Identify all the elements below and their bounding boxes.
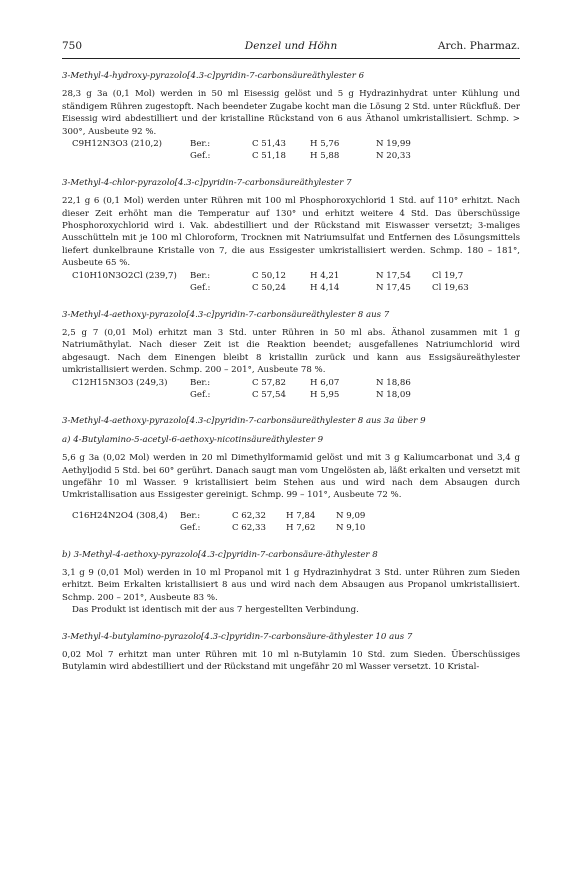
analysis-value: C 62,32 (232, 510, 266, 521)
analysis-value: C 57,54 (252, 389, 286, 400)
analysis-value: H 4,14 (310, 283, 340, 294)
procedure-paragraph: 0,02 Mol 7 erhitzt man unter Rühren mit 10 ml n-Butylamin 10 Std. zum Sieden. Überschüssiges Butylamin wird abdestilliert und der Rückstand mit ungefähr 20 ml Wasser versetzt. 10 Kristal- (62, 650, 520, 673)
compound-title: 3-Methyl-4-aethoxy-pyrazolo[4.3-c]pyridin-7-carbonsäureäthylester 8 aus 7 (62, 309, 390, 320)
analysis-label: Ber.: (190, 139, 211, 150)
analysis-value: N 18,86 (376, 377, 411, 388)
analysis-value: C 57,82 (252, 377, 286, 388)
procedure-paragraph: 3,1 g 9 (0,01 Mol) werden in 10 ml Propanol mit 1 g Hydrazinhydrat 3 Std. unter Rühren zum Sieden erhitzt. Beim Erkalten kristallisiert 8 aus und wird nach dem Absaugen aus Propanol umkristallisiert. Schmp. 200 – 201°, Ausbeute 83 %. (62, 568, 520, 603)
procedure-paragraph: 2,5 g 7 (0,01 Mol) erhitzt man 3 Std. unter Rühren in 50 ml abs. Äthanol zusammen mit 1 g Natriumäthylat. Nach dieser Zeit ist die Reaktion beendet; ausgefallenes Natriumchlorid wird abgesaugt. Nach dem Einengen bleibt 8 kristallin zurück und kann aus Essigsäureäthylester umkristallisiert werden. Schmp. 200 – 201°, Ausbeute 78 %. (62, 327, 520, 376)
compound-title: 3-Methyl-4-butylamino-pyrazolo[4.3-c]pyridin-7-carbonsäure-äthylester 10 aus 7 (62, 631, 413, 642)
analysis-value: H 5,76 (310, 139, 340, 150)
running-authors: Denzel und Höhn (244, 40, 338, 52)
analysis-value: H 7,62 (286, 523, 316, 534)
page-header (62, 40, 520, 54)
formula: C9H12N3O3 (210,2) (72, 139, 163, 150)
formula: C12H15N3O3 (249,3) (72, 377, 168, 388)
compound-title: 3-Methyl-4-chlor-pyrazolo[4.3-c]pyridin-7-carbonsäureäthylester 7 (62, 177, 352, 188)
formula (72, 389, 190, 401)
procedure-paragraph: 22,1 g 6 (0,1 Mol) werden unter Rühren mit 100 ml Phosphoroxychlorid 1 Std. auf 110° erhitzt. Nach dieser Zeit erhöht man die Temperatur auf 130° und erhitzt weitere 4 Std. Das überschüssige Phosphoroxychlorid wird i. Vak. abdestilliert und der Rückstand mit Eiswasser versetzt; 3-maliges Ausschütteln mit je 100 ml Chloroform, Trocknen mit Natriumsulfat und Entfernen des Lösungsmittels liefert dunkelbraune Kristalle von 7, die aus Essigester umkristallisiert werden. Schmp. 180 – 181°, Ausbeute 65 %. (62, 196, 520, 269)
analysis-value: C 51,18 (252, 151, 286, 162)
compound-title: 3-Methyl-4-aethoxy-pyrazolo[4.3-c]pyridin-7-carbonsäureäthylester 8 aus 3a über 9 (62, 416, 426, 427)
procedure-paragraph: 28,3 g 3a (0,1 Mol) werden in 50 ml Eisessig gelöst und 5 g Hydrazinhydrat unter Kühlung und ständigem Rühren zugestopft. Nach beendeter Zugabe kocht man die Lösung 2 Std. unter Rückfluß. Der Eisessig wird abdestilliert und der kristalline Rückstand von 6 aus Äthanol umkristallisiert. Schmp. > 300°, Ausbeute 92 %. (62, 89, 520, 137)
analysis-value: N 20,33 (376, 151, 411, 162)
header-rule (62, 58, 520, 59)
analysis-value: C 51,43 (252, 139, 286, 150)
analysis-value: N 18,09 (376, 389, 411, 400)
formula: C10H10N3O2Cl (239,7) (72, 270, 177, 281)
analysis-label: Ber.: (190, 377, 211, 388)
analysis-value: N 19,99 (376, 139, 411, 150)
compound-title: b) 3-Methyl-4-aethoxy-pyrazolo[4.3-c]pyridin-7-carbonsäure-äthylester 8 (62, 549, 378, 560)
analysis-label: Gef.: (190, 151, 211, 162)
analysis-value: H 5,95 (310, 389, 340, 400)
article-body (62, 70, 520, 674)
note-paragraph: Das Produkt ist identisch mit der aus 7 hergestellten Verbindung. (72, 605, 359, 616)
page-number: 750 (62, 40, 83, 52)
compound-subtitle: a) 4-Butylamino-5-acetyl-6-aethoxy-nicotinsäureäthylester 9 (62, 434, 324, 445)
elemental-analysis (72, 138, 520, 163)
analysis-value: H 7,84 (286, 510, 316, 521)
formula (72, 522, 180, 534)
compound-title: 3-Methyl-4-hydroxy-pyrazolo[4.3-c]pyridin-7-carbonsäureäthylester 6 (62, 71, 365, 81)
analysis-label: Gef.: (190, 283, 211, 294)
elemental-analysis (72, 510, 520, 535)
analysis-value: Cl 19,63 (432, 283, 469, 294)
analysis-value: H 4,21 (310, 270, 340, 281)
formula: C16H24N2O4 (308,4) (72, 510, 168, 521)
procedure-paragraph: 5,6 g 3a (0,02 Mol) werden in 20 ml Dimethylformamid gelöst und mit 3 g Kaliumcarbonat und 3,4 g Aethyljodid 5 Std. bei 60° gerührt. Danach saugt man vom Ungelösten ab, läßt erkalten und versetzt mit ungefähr 10 ml Wasser. 9 kristallisiert beim Stehen aus und wird nach dem Absaugen durch Umkristallisation aus Essigester gereinigt. Schmp. 99 – 101°, Ausbeute 72 %. (62, 453, 520, 501)
analysis-value: C 50,12 (252, 270, 286, 281)
analysis-label: Gef.: (190, 389, 211, 400)
analysis-value: Cl 19,7 (432, 270, 464, 281)
analysis-label: Ber.: (180, 510, 201, 521)
journal-name: Arch. Pharmaz. (437, 40, 520, 52)
analysis-value: C 50,24 (252, 283, 286, 294)
analysis-value: N 9,09 (336, 510, 366, 521)
formula (72, 282, 190, 294)
analysis-value: C 62,33 (232, 523, 266, 534)
elemental-analysis (72, 377, 520, 402)
analysis-value: N 17,45 (376, 283, 411, 294)
analysis-value: N 17,54 (376, 270, 411, 281)
analysis-label: Gef.: (180, 523, 201, 534)
analysis-value: H 6,07 (310, 377, 340, 388)
formula (72, 150, 190, 162)
analysis-value: N 9,10 (336, 523, 366, 534)
analysis-label: Ber.: (190, 270, 211, 281)
elemental-analysis (72, 270, 520, 295)
analysis-value: H 5,88 (310, 151, 340, 162)
